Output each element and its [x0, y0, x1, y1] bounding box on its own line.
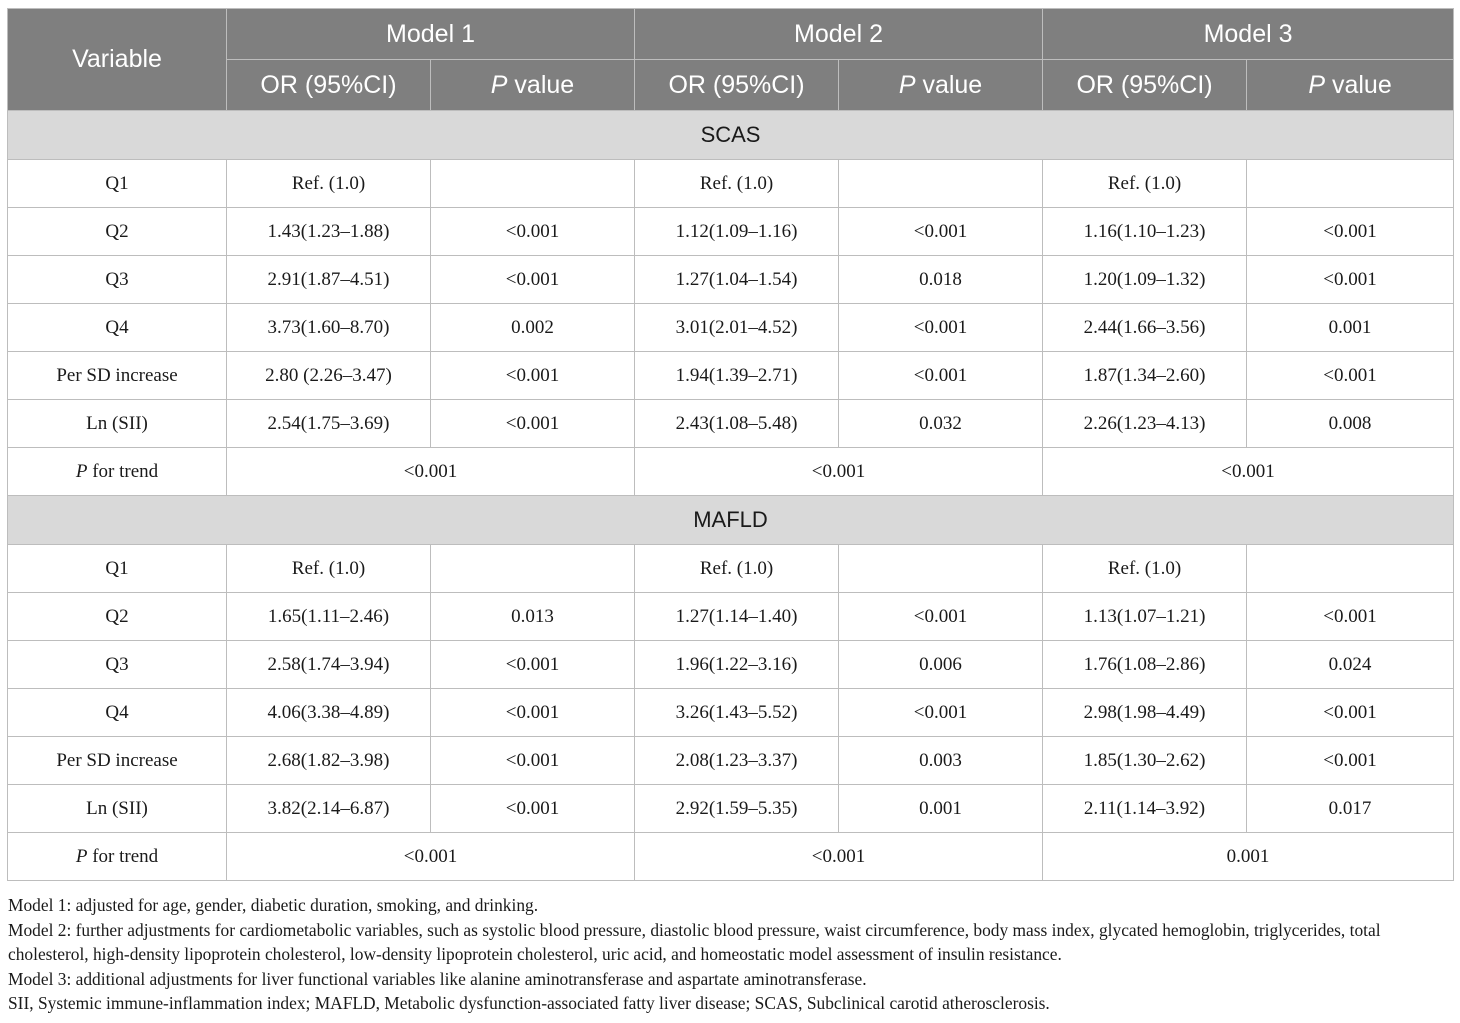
- model-1-or: 3.73(1.60–8.70): [227, 304, 431, 352]
- model-2-p: <0.001: [839, 352, 1043, 400]
- model-2-p: 0.001: [839, 785, 1043, 833]
- model-1-p: <0.001: [431, 400, 635, 448]
- table-row: [8, 256, 1454, 304]
- odds-ratio-table: [7, 8, 1454, 881]
- model-1-p: [431, 545, 635, 593]
- model-2-or: 1.27(1.04–1.54): [635, 256, 839, 304]
- table-row: [8, 641, 1454, 689]
- model-3-p: 0.017: [1247, 785, 1454, 833]
- model-2-or: Ref. (1.0): [635, 545, 839, 593]
- model-3-or: 2.98(1.98–4.49): [1043, 689, 1247, 737]
- model-3-or: 2.11(1.14–3.92): [1043, 785, 1247, 833]
- trend-label: P for trend: [8, 833, 227, 881]
- table-row: [8, 545, 1454, 593]
- model-2-or: 1.94(1.39–2.71): [635, 352, 839, 400]
- model-1-p: <0.001: [431, 256, 635, 304]
- model-3-p: [1247, 545, 1454, 593]
- model-3-trend: 0.001: [1043, 833, 1454, 881]
- model-2-p: [839, 545, 1043, 593]
- model-1-p: <0.001: [431, 352, 635, 400]
- model-1-p: <0.001: [431, 785, 635, 833]
- row-label: Q1: [8, 545, 227, 593]
- model-1-or: 2.91(1.87–4.51): [227, 256, 431, 304]
- model-2-p: 0.006: [839, 641, 1043, 689]
- row-label: Per SD increase: [8, 737, 227, 785]
- model-3-header: Model 3: [1043, 9, 1454, 60]
- section-row-scas: [8, 111, 1454, 160]
- model-2-p: <0.001: [839, 208, 1043, 256]
- model-3-p: [1247, 160, 1454, 208]
- model-3-p: <0.001: [1247, 256, 1454, 304]
- model-2-or: 2.08(1.23–3.37): [635, 737, 839, 785]
- table-row: [8, 208, 1454, 256]
- model-1-p: <0.001: [431, 208, 635, 256]
- row-label: Ln (SII): [8, 785, 227, 833]
- model-2-or: 1.96(1.22–3.16): [635, 641, 839, 689]
- table-row: [8, 160, 1454, 208]
- section-title: MAFLD: [8, 496, 1454, 545]
- row-label: Per SD increase: [8, 352, 227, 400]
- or-column-header: OR (95%CI): [635, 60, 839, 111]
- model-2-p: [839, 160, 1043, 208]
- table-row: [8, 304, 1454, 352]
- model-1-or: 1.65(1.11–2.46): [227, 593, 431, 641]
- model-3-trend: <0.001: [1043, 448, 1454, 496]
- model-2-p: <0.001: [839, 593, 1043, 641]
- or-column-header: OR (95%CI): [1043, 60, 1247, 111]
- p-value-column-header: P value: [431, 60, 635, 111]
- row-label: Q1: [8, 160, 227, 208]
- model-3-or: 1.16(1.10–1.23): [1043, 208, 1247, 256]
- table-row: [8, 737, 1454, 785]
- model-3-or: 2.26(1.23–4.13): [1043, 400, 1247, 448]
- model-3-p: <0.001: [1247, 689, 1454, 737]
- p-value-column-header: P value: [1247, 60, 1454, 111]
- model-3-or: Ref. (1.0): [1043, 545, 1247, 593]
- model-2-or: 3.26(1.43–5.52): [635, 689, 839, 737]
- p-value-column-header: P value: [839, 60, 1043, 111]
- model-2-trend: <0.001: [635, 833, 1043, 881]
- row-label: Q3: [8, 256, 227, 304]
- model-3-p: <0.001: [1247, 352, 1454, 400]
- model-1-p: <0.001: [431, 689, 635, 737]
- section-row-mafld: [8, 496, 1454, 545]
- model-2-p: 0.018: [839, 256, 1043, 304]
- model-1-or: 2.68(1.82–3.98): [227, 737, 431, 785]
- model-2-header: Model 2: [635, 9, 1043, 60]
- row-label: Q4: [8, 304, 227, 352]
- model-2-p: <0.001: [839, 689, 1043, 737]
- model-3-p: <0.001: [1247, 593, 1454, 641]
- model-2-or: 1.27(1.14–1.40): [635, 593, 839, 641]
- row-label: Ln (SII): [8, 400, 227, 448]
- footnote-model-3: Model 3: additional adjustments for liver functional variables like alanine aminotransferase and aspartate aminotransferase.: [8, 968, 867, 989]
- or-column-header: OR (95%CI): [227, 60, 431, 111]
- model-3-p: 0.024: [1247, 641, 1454, 689]
- model-1-p: 0.002: [431, 304, 635, 352]
- model-2-or: 2.92(1.59–5.35): [635, 785, 839, 833]
- model-2-or: 3.01(2.01–4.52): [635, 304, 839, 352]
- model-1-trend: <0.001: [227, 448, 635, 496]
- model-3-p: <0.001: [1247, 737, 1454, 785]
- trend-row: [8, 448, 1454, 496]
- footnote-abbreviations: SII, Systemic immune-inflammation index; MAFLD, Metabolic dysfunction-associated fatty liver disease; SCAS, Subclinical carotid atherosclerosis.: [8, 993, 1050, 1014]
- model-1-or: 2.58(1.74–3.94): [227, 641, 431, 689]
- model-1-or: Ref. (1.0): [227, 160, 431, 208]
- model-2-or: 1.12(1.09–1.16): [635, 208, 839, 256]
- model-3-or: 1.13(1.07–1.21): [1043, 593, 1247, 641]
- model-1-or: 3.82(2.14–6.87): [227, 785, 431, 833]
- table-row: [8, 785, 1454, 833]
- model-3-p: 0.001: [1247, 304, 1454, 352]
- row-label: Q2: [8, 593, 227, 641]
- model-3-or: 2.44(1.66–3.56): [1043, 304, 1247, 352]
- row-label: Q4: [8, 689, 227, 737]
- model-3-or: Ref. (1.0): [1043, 160, 1247, 208]
- model-2-or: 2.43(1.08–5.48): [635, 400, 839, 448]
- model-1-or: 2.54(1.75–3.69): [227, 400, 431, 448]
- model-3-or: 1.87(1.34–2.60): [1043, 352, 1247, 400]
- footnote-model-1: Model 1: adjusted for age, gender, diabetic duration, smoking, and drinking.: [8, 895, 539, 915]
- variable-column-header: Variable: [8, 9, 227, 111]
- model-1-or: 4.06(3.38–4.89): [227, 689, 431, 737]
- model-2-p: <0.001: [839, 304, 1043, 352]
- row-label: Q2: [8, 208, 227, 256]
- trend-label: P for trend: [8, 448, 227, 496]
- model-1-p: <0.001: [431, 641, 635, 689]
- model-3-p: <0.001: [1247, 208, 1454, 256]
- table-row: [8, 400, 1454, 448]
- model-1-or: 2.80 (2.26–3.47): [227, 352, 431, 400]
- model-1-p: 0.013: [431, 593, 635, 641]
- model-2-p: 0.032: [839, 400, 1043, 448]
- model-1-p: <0.001: [431, 737, 635, 785]
- model-2-or: Ref. (1.0): [635, 160, 839, 208]
- table-header: [8, 9, 1454, 111]
- model-1-header: Model 1: [227, 9, 635, 60]
- trend-row: [8, 833, 1454, 881]
- table-row: [8, 352, 1454, 400]
- table-body: [8, 111, 1454, 881]
- model-3-p: 0.008: [1247, 400, 1454, 448]
- model-1-or: Ref. (1.0): [227, 545, 431, 593]
- table-footnotes: [8, 893, 1456, 1016]
- table-row: [8, 593, 1454, 641]
- model-3-or: 1.20(1.09–1.32): [1043, 256, 1247, 304]
- row-label: Q3: [8, 641, 227, 689]
- model-1-trend: <0.001: [227, 833, 635, 881]
- model-3-or: 1.85(1.30–2.62): [1043, 737, 1247, 785]
- model-1-or: 1.43(1.23–1.88): [227, 208, 431, 256]
- model-1-p: [431, 160, 635, 208]
- table-row: [8, 689, 1454, 737]
- section-title: SCAS: [8, 111, 1454, 160]
- footnote-model-2: Model 2: further adjustments for cardiometabolic variables, such as systolic blood pressure, diastolic blood pressure, waist circumference, body mass index, glycated hemoglobin, triglycerides, total cholesterol, high-density lipoprotein cholesterol, low-density lipoprotein cholesterol, uric acid, and homeostatic model assessment of insulin resistance.: [8, 919, 1381, 965]
- model-2-trend: <0.001: [635, 448, 1043, 496]
- model-2-p: 0.003: [839, 737, 1043, 785]
- model-3-or: 1.76(1.08–2.86): [1043, 641, 1247, 689]
